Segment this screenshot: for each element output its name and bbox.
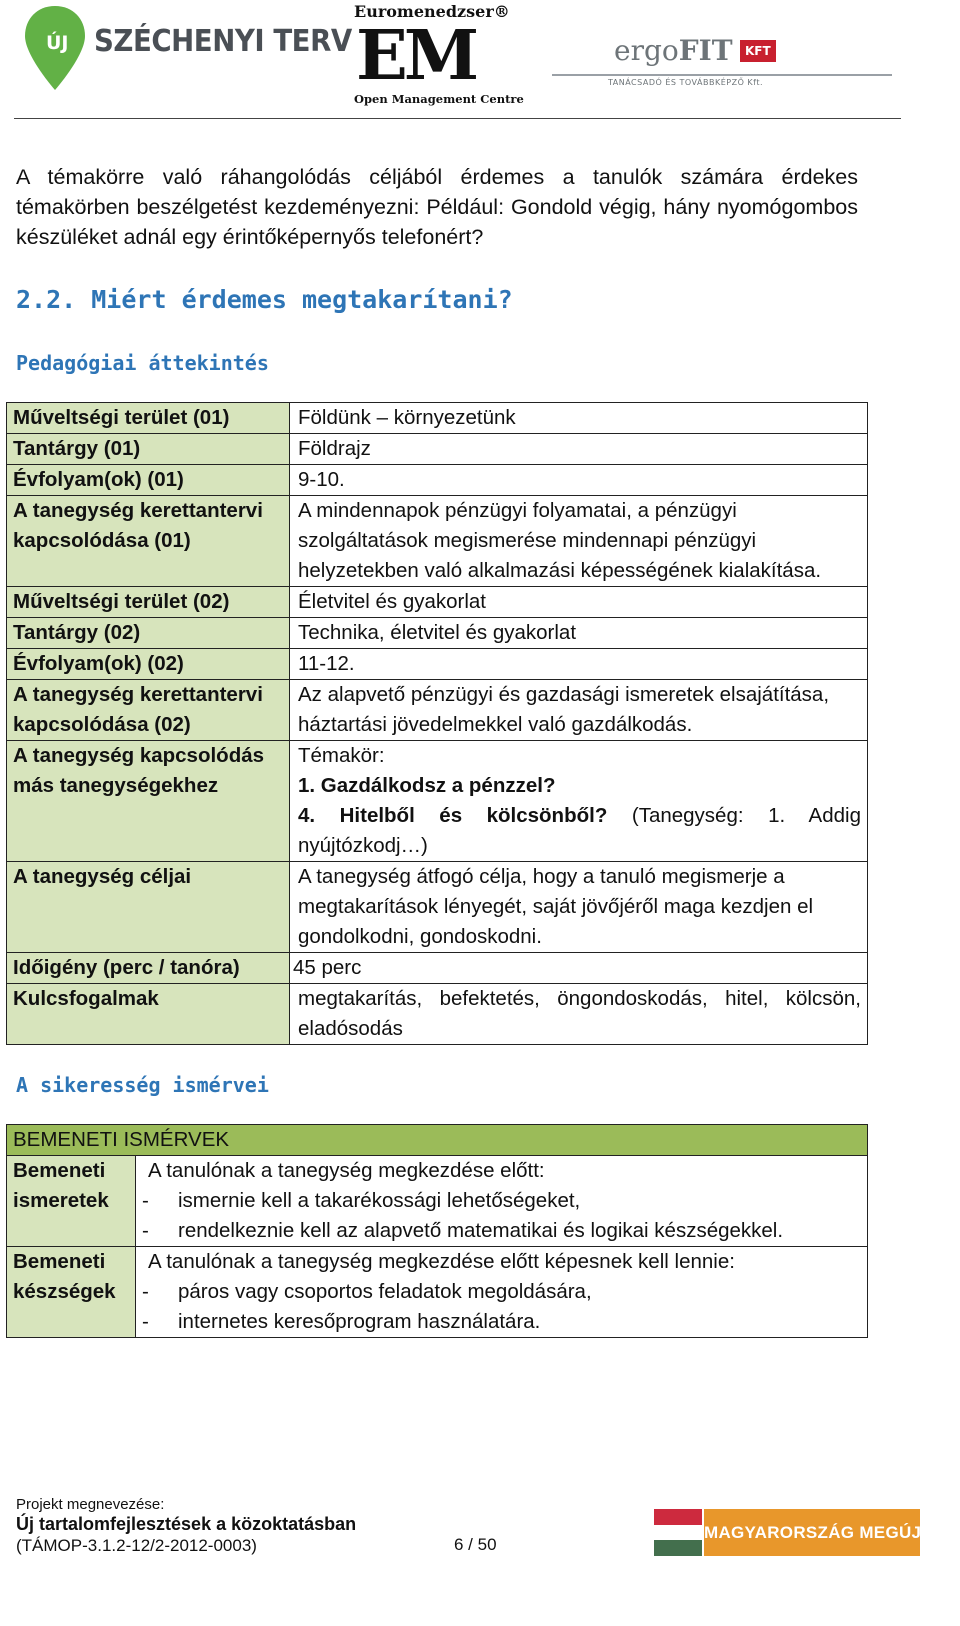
euromenedzser-title: Euromenedzser®: [354, 2, 510, 21]
page-footer: [16, 1496, 497, 1556]
ergofit-rule: [552, 74, 892, 76]
topic-item-2: 4. Hitelből és kölcsönből? (Tanegység: 1. Addig nyújtózkodj…): [298, 804, 861, 857]
table-row: [7, 587, 868, 618]
euromenedzser-subtitle: Open Management Centre: [354, 92, 524, 106]
criteria-intro: A tanulónak a tanegység megkezdése előtt képesnek kell lennie:: [148, 1250, 735, 1273]
ergofit-kft-badge: KFT: [740, 40, 776, 62]
row-value: 9-10.: [290, 465, 868, 496]
table-row: [7, 1247, 868, 1338]
topic-item-1: 1. Gazdálkodsz a pénzzel?: [298, 774, 556, 797]
magyarorszag-megujul-banner: MAGYARORSZÁG MEGÚJUL: [704, 1509, 920, 1556]
row-value: Az alapvető pénzügyi és gazdasági ismeretek elsajátítása, háztartási jövedelmekkel való gazdálkodás.: [290, 680, 868, 741]
ergofit-name: ergoFIT: [614, 34, 733, 67]
row-label: Kulcsfogalmak: [7, 984, 290, 1045]
table-row: [7, 649, 868, 680]
footer-project-name: Új tartalomfejlesztések a közoktatásban: [16, 1514, 357, 1534]
table-row: [7, 741, 868, 862]
footer-label: Projekt megnevezése:: [16, 1496, 165, 1513]
table-row: [7, 618, 868, 649]
euromenedzser-monogram: EM: [356, 16, 476, 96]
row-label: A tanegység kerettantervi kapcsolódása (01): [7, 496, 290, 587]
row-label: Tantárgy (01): [7, 434, 290, 465]
euromenedzser-logo: [354, 2, 530, 110]
row-value: megtakarítás, befektetés, öngondoskodás, hitel, kölcsön, eladósodás: [290, 984, 868, 1045]
row-value: Földünk – környezetünk: [290, 403, 868, 434]
table-row: [7, 403, 868, 434]
row-label: Műveltségi terület (02): [7, 587, 290, 618]
page-number: 6 / 50: [454, 1535, 497, 1554]
row-label: Évfolyam(ok) (02): [7, 649, 290, 680]
intro-paragraph: A témakörre való ráhangolódás céljából érdemes a tanulók számára érdekes témakörben beszélgetést kezdeményezni: Például: Gondold végig, hány nyomógombos készüléket adnál egy érintőképernyős telefonért?: [16, 165, 858, 249]
szechenyi-pin-text: ÚJ: [46, 32, 69, 54]
table-header-row: [7, 1125, 868, 1156]
table-header: BEMENETI ISMÉRVEK: [7, 1125, 868, 1156]
success-heading: A sikeresség ismérvei: [16, 1073, 269, 1097]
table-row: [7, 496, 868, 587]
szechenyi-brand-text: SZÉCHENYI TERV: [94, 24, 352, 59]
row-value: 11-12.: [290, 649, 868, 680]
row-value: Földrajz: [290, 434, 868, 465]
list-item: - rendelkeznie kell az alapvető matematikai és logikai készségekkel.: [142, 1219, 784, 1242]
row-label: Műveltségi terület (01): [7, 403, 290, 434]
row-label: A tanegység céljai: [7, 862, 290, 953]
row-value: 45 perc: [290, 953, 868, 984]
row-label: Időigény (perc / tanóra): [7, 953, 290, 984]
overview-heading: Pedagógiai áttekintés: [16, 351, 269, 375]
table-row: [7, 862, 868, 953]
row-label: A tanegység kerettantervi kapcsolódása (02): [7, 680, 290, 741]
list-item: - ismernie kell a takarékossági lehetőségeket,: [142, 1189, 581, 1212]
table-row: [7, 953, 868, 984]
table-row: [7, 465, 868, 496]
table-row: [7, 984, 868, 1045]
row-value: [290, 741, 868, 862]
section-heading: 2.2. Miért érdemes megtakarítani?: [16, 285, 513, 314]
list-item: - internetes keresőprogram használatára.: [142, 1310, 541, 1333]
topic-intro: Témakör:: [298, 744, 385, 767]
table-row: [7, 434, 868, 465]
row-label: Évfolyam(ok) (01): [7, 465, 290, 496]
table-row: [7, 680, 868, 741]
page-header: [0, 0, 960, 122]
szechenyi-terv-logo: [18, 2, 352, 106]
magyarorszag-megujul-logo: [654, 1509, 945, 1556]
overview-table: [6, 402, 868, 1045]
success-criteria-table: [6, 1124, 868, 1338]
footer-project-code: (TÁMOP-3.1.2-12/2-2012-0003): [16, 1536, 257, 1555]
row-value: Technika, életvitel és gyakorlat: [290, 618, 868, 649]
row-label: Tantárgy (02): [7, 618, 290, 649]
ergofit-tagline: TANÁCSADÓ ÉS TOVÁBBKÉPZŐ Kft.: [608, 78, 764, 87]
criteria-intro: A tanulónak a tanegység megkezdése előtt:: [148, 1159, 545, 1182]
hungarian-flag-icon: [654, 1509, 702, 1556]
row-value: [136, 1156, 868, 1247]
row-label: Bemeneti ismeretek: [7, 1156, 136, 1247]
row-label: Bemeneti készségek: [7, 1247, 136, 1338]
row-value: A mindennapok pénzügyi folyamatai, a pénzügyi szolgáltatások megismerése mindennapi pénzügyi helyzetekben való alkalmazási képességének kialakítása.: [290, 496, 868, 587]
row-value: A tanegység átfogó célja, hogy a tanuló megismerje a megtakarítások lényegét, saját jövőjéről maga kezdjen el gondolkodni, gondoskodni.: [290, 862, 868, 953]
list-item: - páros vagy csoportos feladatok megoldására,: [142, 1280, 592, 1303]
row-value: [136, 1247, 868, 1338]
row-label: A tanegység kapcsolódás más tanegységekhez: [7, 741, 290, 862]
table-row: [7, 1156, 868, 1247]
header-divider: [14, 118, 901, 119]
ergofit-logo: [552, 30, 892, 100]
row-value: Életvitel és gyakorlat: [290, 587, 868, 618]
